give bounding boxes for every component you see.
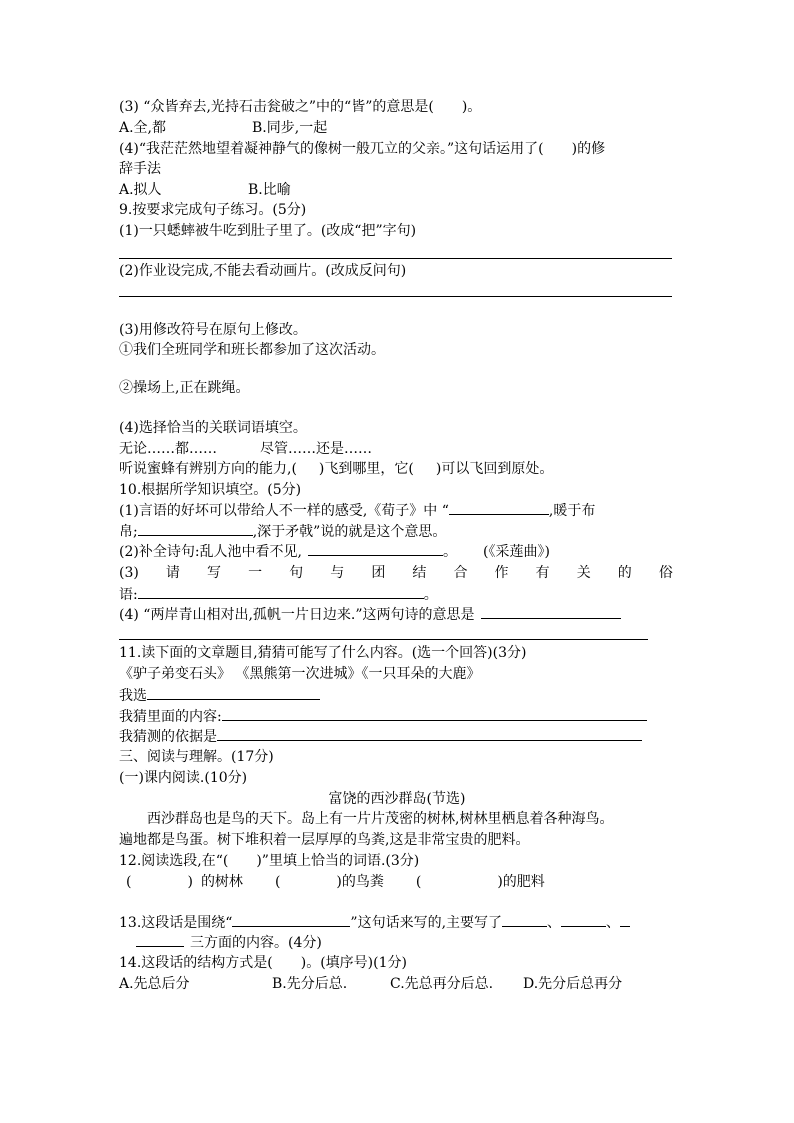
answer-line[interactable] (119, 258, 672, 259)
q10-line-4-char: 结 (412, 565, 427, 581)
blank[interactable] (138, 584, 424, 599)
q11-guess-label: 我猜里面的内容: (119, 709, 222, 725)
q11-basis-label: 我猜测的依据是 (119, 729, 217, 745)
q12-blank-1-label: 的树林 (200, 874, 243, 890)
q14-option-b: B.先分后总. (272, 976, 348, 992)
blank[interactable] (147, 685, 320, 700)
q14-heading: 14.这段话的结构方式是( )。(填序号)(1分) (119, 955, 407, 971)
q10-line-2 (119, 521, 446, 542)
q10-line-4 (119, 563, 673, 583)
q14-option-c: C.先总再分后总. (390, 976, 494, 992)
q13-line-2 (136, 932, 322, 953)
blank[interactable] (502, 912, 547, 927)
answer-line[interactable] (119, 639, 648, 640)
q10-line-4-char: 有 (535, 565, 550, 581)
q9-fill-sentence (119, 459, 553, 479)
q12-blanks: ( ) 的树林 ( )的鸟粪 ( )的肥料 (126, 874, 545, 890)
blank[interactable] (561, 912, 606, 927)
blank[interactable] (138, 521, 253, 536)
q3-text: (3) “众皆弃去,光持石击瓮破之”中的“皆”的意思是( )。 (119, 99, 482, 115)
q11-titles: 《驴子弟变石头》 《黑熊第一次进城》《一只耳朵的大鹿》 (119, 666, 481, 682)
section-3-heading: 三、阅读与理解。(17分) (119, 749, 274, 765)
q13-line-1a: 13.这段话是围绕“ (119, 915, 233, 931)
blank[interactable] (308, 541, 443, 556)
q9-word-choice-1: 无论……都…… (119, 441, 217, 457)
q10-line-2a: 帛; (119, 524, 138, 540)
q10-line-1b: ,暖于布 (548, 503, 596, 519)
q10-line-4-char: 一 (248, 565, 263, 581)
q10-line-4-char: 句 (289, 565, 304, 581)
q9-fill-part-a: 听说蜜蜂有辨别方向的能力,( (119, 461, 297, 477)
q10-line-3c: (《采莲曲》) (483, 544, 550, 560)
q10-line-4-char: 关 (576, 565, 591, 581)
blank[interactable] (222, 706, 647, 721)
q11-heading: 11.读下面的文章题目,猜猜可能写了什么内容。(选一个回答)(3分) (119, 645, 527, 661)
q10-line-2b: ,深于矛戟”说的就是这个意思。 (252, 524, 447, 540)
q10-line-5a: 语: (119, 587, 138, 603)
passage-title: 富饶的西沙群岛(节选) (328, 791, 466, 807)
q10-line-5b: 。 (423, 587, 438, 603)
blank[interactable] (136, 932, 184, 947)
passage-line-1: 西沙群岛也是鸟的天下。岛上有一片片茂密的树林,树林里栖息着各种海鸟。 (147, 811, 614, 827)
q4-line2: 辞手法 (119, 161, 161, 177)
q10-line-3b: 。 (443, 544, 457, 560)
q11-basis (119, 726, 642, 747)
q9-sentence-1: (1)一只蟋蟀被牛吃到肚子里了。(改成“把”字句) (119, 223, 417, 239)
q9-heading: 9.按要求完成句子练习。(5分) (119, 202, 307, 218)
q9-fill-part-c: )可以飞回到原处。 (435, 461, 554, 477)
q10-line-4-char: 团 (371, 565, 386, 581)
q4-line1: (4)“我茫茫然地望着凝神静气的像树一般兀立的父亲。”这句话运用了( )的修 (119, 141, 606, 157)
q12-heading: 12.阅读选段,在“( )”里填上恰当的词语.(3分) (119, 853, 420, 869)
passage-line-2: 遍地都是鸟蛋。树下堆积着一层厚厚的鸟粪,这是非常宝贵的肥料。 (119, 832, 530, 848)
blank[interactable] (620, 912, 630, 927)
q3-option-a: A.全,都 (119, 120, 167, 136)
q10-line-4-char: 俗 (658, 565, 673, 581)
q3-option-b: B.同步,一起 (252, 120, 328, 136)
q10-heading: 10.根据所学知识填空。(5分) (119, 482, 302, 498)
blank[interactable] (449, 500, 549, 515)
q4-option-b: B.比喻 (248, 182, 291, 198)
q13-line-2-text: 三方面的内容。(4分) (190, 935, 322, 951)
q9-sentence-2: (2)作业设完成,不能去看动画片。(改成反问句) (119, 263, 407, 279)
blank[interactable] (232, 912, 350, 927)
q13-line-1b: ”这句话来写的,主要写了 (350, 915, 503, 931)
q9-sentence-3a: ①我们全班同学和班长都参加了这次活动。 (119, 342, 385, 358)
q10-line-6 (119, 604, 621, 625)
blank[interactable] (481, 604, 621, 619)
q9-sentence-3: (3)用修改符号在原句上修改。 (119, 322, 307, 338)
answer-line[interactable] (119, 296, 672, 297)
q10-line-4-char: 请 (165, 565, 180, 581)
q12-blank-2-label: )的鸟粪 (336, 874, 384, 890)
q10-line-1a: (1)言语的好坏可以带给人不一样的感受,《荀子》中 “ (119, 503, 449, 519)
q10-line-4-char: (3) (119, 565, 139, 581)
q9-fill-part-b: )飞到哪里，它( (318, 461, 414, 477)
q14-option-a: A.先总后分 (119, 976, 190, 992)
q10-line-4-char: 写 (207, 565, 221, 581)
q11-guess (119, 706, 647, 727)
q11-pick (119, 685, 320, 706)
q10-line-4-char: 作 (494, 565, 509, 581)
q12-blank-3-label: )的肥料 (497, 874, 545, 890)
q10-line-5 (119, 584, 438, 605)
q10-line-4-char: 合 (453, 565, 468, 581)
q10-line-1 (119, 500, 595, 521)
blank[interactable] (217, 726, 642, 741)
q10-line-3a: (2)补全诗句:乱人池中看不见, (119, 544, 302, 560)
q4-option-a: A.拟人 (119, 182, 162, 198)
q10-line-4-char: 的 (617, 565, 632, 581)
q9-word-choice-2: 尽管……还是…… (260, 441, 372, 457)
q10-line-6-text: (4) “两岸青山相对出,孤帆一片日边来.”这两句诗的意思是 (119, 607, 475, 623)
q10-line-3 (119, 541, 550, 562)
q14-option-d: D.先分后总再分 (523, 976, 623, 992)
section-3-subheading: (一)课内阅读.(10分) (119, 770, 248, 786)
q9-sentence-4: (4)选择恰当的关联词语填空。 (119, 420, 307, 436)
q13-line-1: 13.这段话是围绕“ ”这句话来写的,主要写了 、 、 (119, 912, 630, 933)
q11-pick-label: 我选 (119, 688, 147, 704)
q9-sentence-3b: ②操场上,正在跳绳。 (119, 380, 250, 396)
q10-line-4-char: 与 (330, 565, 345, 581)
